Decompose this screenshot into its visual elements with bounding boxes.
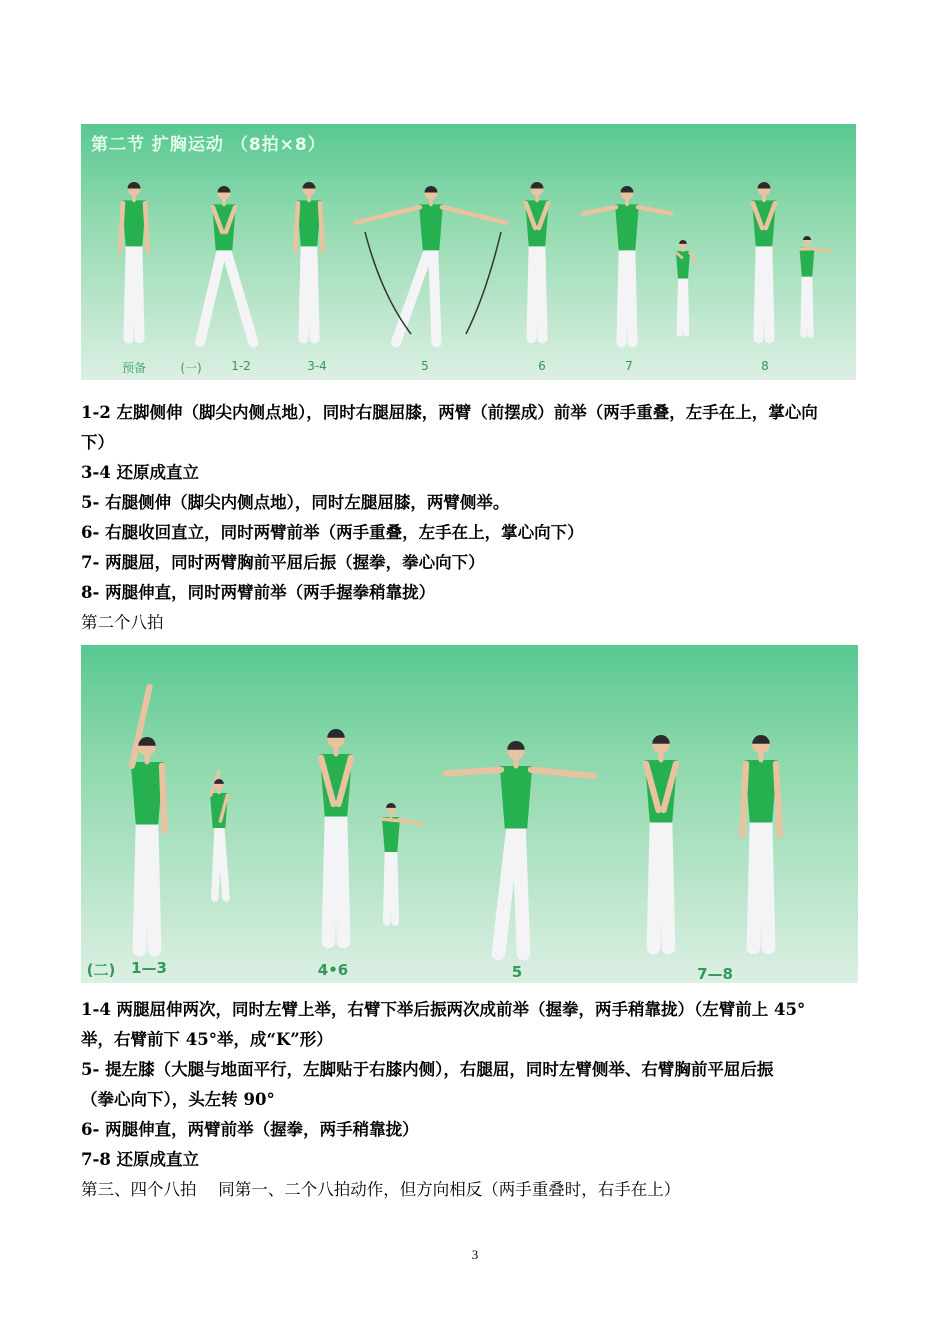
exercise-illustration-2 — [81, 645, 858, 983]
label-7: 7 — [625, 359, 633, 373]
exercise-figure — [676, 240, 695, 333]
label-1-2: 1-2 — [231, 359, 251, 373]
instruction-line: 5- 右腿侧伸（脚尖内侧点地），同时左腿屈膝，两臂侧举。 — [81, 493, 510, 512]
label-part-two: (二) — [86, 961, 116, 979]
motion-arc — [466, 232, 501, 334]
instruction-line: 5- 提左膝（大腿与地面平行，左脚贴于右膝内侧），右腿屈，同时左臂侧举、右臂胸前平屈后振 — [81, 1060, 774, 1079]
instruction-line: （拳心向下），头左转 90° — [81, 1090, 275, 1109]
exercise-figure — [210, 772, 228, 898]
exercise-figure — [320, 729, 353, 942]
instruction-line: 6- 右腿收回直立，同时两臂前举（两手重叠，左手在上，掌心向下） — [81, 523, 584, 542]
label-4-6: 4•6 — [317, 961, 349, 979]
section-title: 第二节 扩胸运动 （8拍×8） — [91, 135, 326, 155]
label-7-8: 7—8 — [697, 965, 733, 983]
exercise-figure — [752, 182, 776, 338]
exercise-figure — [295, 182, 323, 338]
exercise-figure — [356, 186, 507, 342]
label-3-4: 3-4 — [307, 359, 327, 373]
exercise-figure — [742, 735, 780, 948]
figures-row-2 — [81, 645, 858, 983]
instruction-line: 举，右臂前下 45°举，成“K”形） — [81, 1030, 333, 1049]
label-part-one: (一) — [180, 361, 202, 375]
label-ready: 预备 — [121, 361, 147, 375]
figures-row-1 — [81, 124, 856, 380]
label-1-3: 1—3 — [131, 959, 167, 977]
exercise-illustration-1 — [81, 124, 856, 380]
instruction-line: 1-2 左脚侧伸（脚尖内侧点地），同时右腿屈膝，两臂（前摆成）前举（两手重叠，左手在上，掌心向 — [81, 403, 818, 422]
instructions-block-2 — [81, 995, 881, 1205]
page-number: 3 — [471, 1247, 479, 1262]
instruction-line: 1-4 两腿屈伸两次，同时左臂上举，右臂下举后振两次成前举（握拳，两手稍靠拢）（左臂前上 45° — [81, 1000, 806, 1019]
label-6: 6 — [538, 359, 546, 373]
exercise-figure — [645, 735, 678, 948]
instructions-block-1 — [81, 398, 881, 638]
label-5: 5 — [511, 963, 523, 981]
label-5: 5 — [421, 359, 429, 373]
instruction-line: 下） — [81, 433, 114, 452]
exercise-figure — [446, 741, 594, 954]
instruction-line: 7- 两腿屈，同时两臂胸前平屈后振（握拳，拳心向下） — [81, 553, 485, 572]
exercise-figure — [120, 182, 148, 338]
exercise-figure — [131, 687, 165, 950]
instruction-line: 6- 两腿伸直，两臂前举（握拳，两手稍靠拢） — [81, 1120, 419, 1139]
exercise-figure — [583, 186, 671, 342]
exercise-figure — [382, 803, 422, 922]
instruction-line: 第三、四个八拍 同第一、二个八拍动作，但方向相反（两手重叠时，右手在上） — [81, 1180, 681, 1199]
exercise-figure — [200, 186, 253, 342]
exercise-figure — [799, 236, 831, 335]
exercise-figure — [525, 182, 549, 338]
instruction-line: 7-8 还原成直立 — [81, 1150, 200, 1169]
section-heading: 第二个八拍 — [81, 613, 164, 632]
label-8: 8 — [761, 359, 769, 373]
instruction-line: 3-4 还原成直立 — [81, 463, 200, 482]
instruction-line: 8- 两腿伸直，同时两臂前举（两手握拳稍靠拢） — [81, 583, 436, 602]
